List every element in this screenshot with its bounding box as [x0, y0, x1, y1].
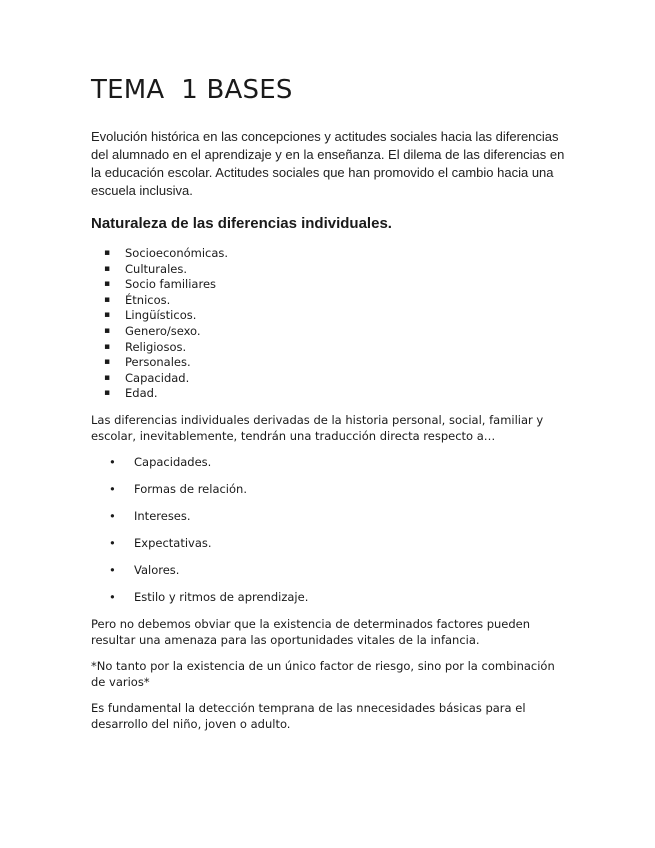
list-item: • Expectativas. [109, 535, 212, 550]
document-title: TEMA 1 BASES [91, 75, 293, 105]
bullet-icon: ▪ [104, 388, 111, 399]
intro-paragraph: Evolución histórica en las concepciones y actitudes sociales hacia las diferencias del alumnado en el aprendizaje y en la enseñanza. El dilema de las diferencias en la educación escolar. Actitudes sociales que han promovido el cambio hacia una escuela inclusiva. [91, 129, 565, 198]
paragraph-risk-factors: Pero no debemos obviar que la existencia de determinados factores pueden resultar una amenaza para las oportunidades vitales de la infancia. [91, 616, 531, 647]
bullet-icon: • [109, 535, 116, 550]
paragraph-risk-note: *No tanto por la existencia de un único factor de riesgo, sino por la combinación de varios* [91, 658, 555, 689]
list-item: • Formas de relación. [109, 481, 247, 496]
bullet-icon: ▪ [104, 263, 111, 274]
bullet-icon: ▪ [104, 372, 111, 383]
list-item: ▪ Personales. [104, 355, 191, 370]
list-item: • Capacidades. [109, 454, 212, 469]
list-item: • Intereses. [109, 508, 191, 523]
bullet-icon: • [109, 508, 116, 523]
bullet-icon: • [109, 589, 116, 604]
bullet-icon: • [109, 454, 116, 469]
list-item: ▪ Socio familiares [104, 277, 217, 292]
list-item: • Valores. [109, 562, 180, 577]
bullet-icon: ▪ [104, 248, 111, 258]
list-item: ▪ Culturales. [104, 261, 188, 276]
list-item: ▪ Socioeconómicas. [104, 246, 229, 260]
list-item: ▪ Lingüísticos. [104, 308, 197, 323]
paragraph-early-detection: Es fundamental la detección temprana de las nnecesidades básicas para el desarrollo del niño, joven o adulto. [91, 700, 526, 731]
bullet-icon: ▪ [104, 325, 111, 336]
bullet-icon: • [109, 562, 116, 577]
list-item: ▪ Genero/sexo. [104, 323, 201, 338]
list-item: ▪ Capacidad. [104, 370, 190, 385]
bullet-icon: • [109, 481, 116, 496]
bullet-icon: ▪ [104, 279, 111, 290]
bullet-icon: ▪ [104, 294, 111, 305]
bullet-icon: ▪ [104, 341, 111, 352]
differences-list [91, 246, 571, 402]
list-item: ▪ Étnicos. [104, 292, 171, 307]
document-page [91, 70, 571, 742]
list-item: • Estilo y ritmos de aprendizaje. [109, 589, 309, 604]
bullet-icon: ▪ [104, 357, 111, 368]
paragraph-individual-differences: Las diferencias individuales derivadas de la historia personal, social, familiar y escolar, inevitablemente, tendrán una traducción directa respecto a… [91, 412, 544, 443]
bullet-icon: ▪ [104, 310, 111, 321]
list-item: ▪ Edad. [104, 386, 158, 401]
consequences-list [91, 454, 571, 605]
list-item: ▪ Religiosos. [104, 339, 187, 354]
section-heading: Naturaleza de las diferencias individuales. [91, 215, 392, 232]
